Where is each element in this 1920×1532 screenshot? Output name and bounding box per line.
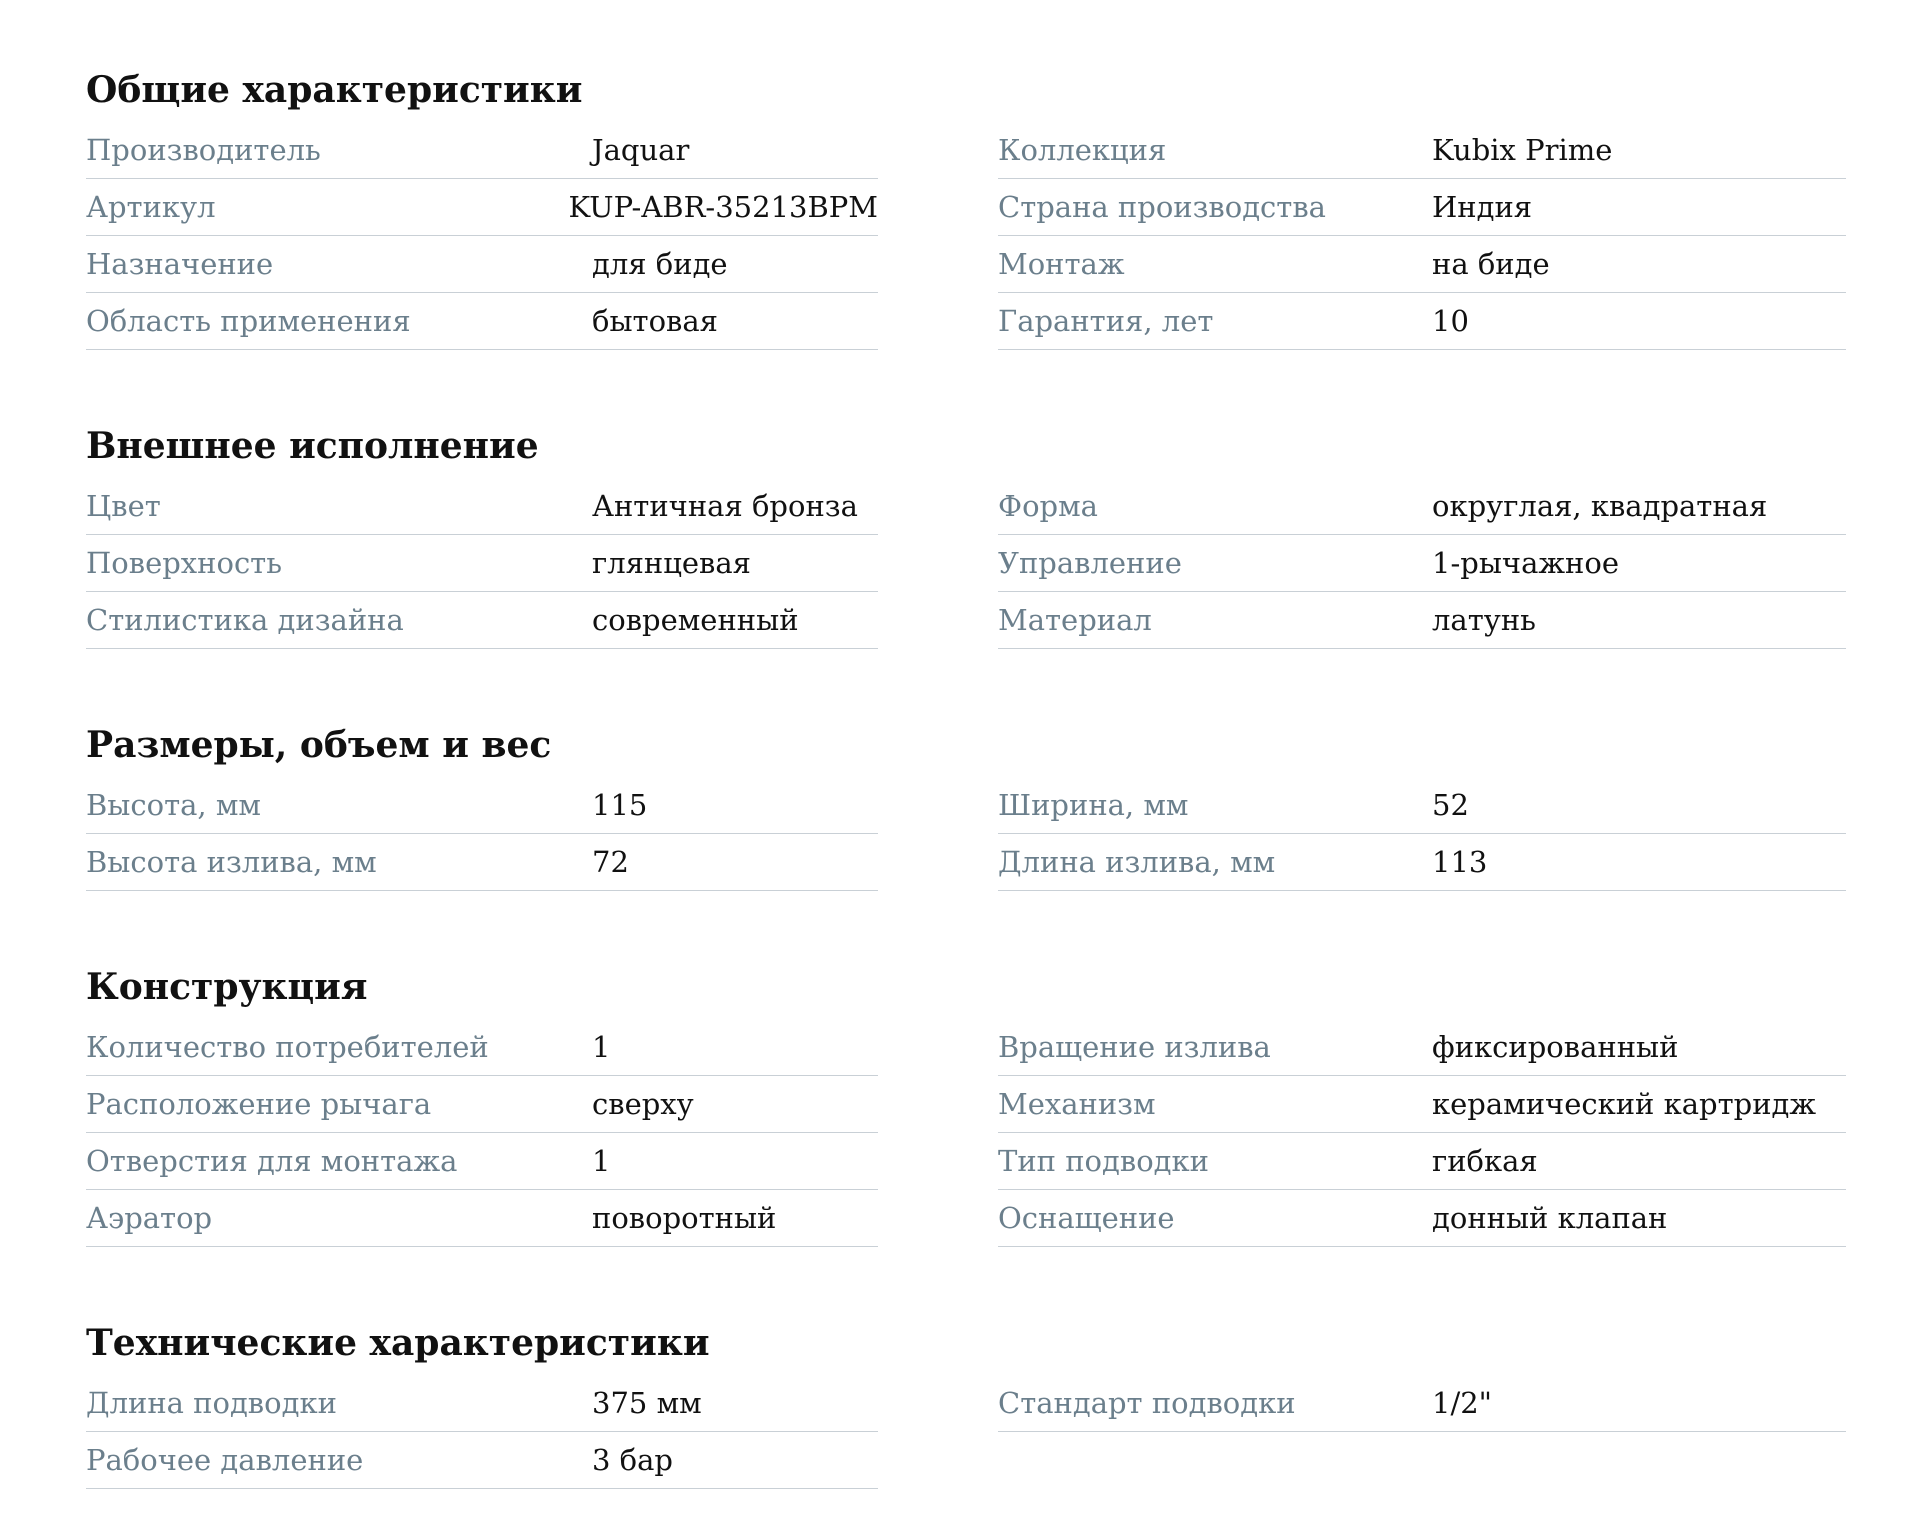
spec-column-right bbox=[998, 1375, 1846, 1489]
spec-key: Отверстия для монтажа bbox=[86, 1144, 458, 1178]
spec-key: Механизм bbox=[998, 1087, 1156, 1121]
spec-row bbox=[86, 1375, 878, 1432]
spec-key: Длина излива, мм bbox=[998, 845, 1276, 879]
spec-key: Длина подводки bbox=[86, 1386, 337, 1420]
section-title: Конструкция bbox=[86, 966, 368, 1008]
section-title: Технические характеристики bbox=[86, 1322, 710, 1364]
section-title: Внешнее исполнение bbox=[86, 425, 539, 467]
spec-key: Материал bbox=[998, 603, 1152, 637]
spec-row bbox=[86, 1190, 878, 1247]
spec-value: 1 bbox=[592, 1030, 611, 1064]
spec-row bbox=[86, 535, 878, 592]
section-dimensions bbox=[86, 717, 1846, 891]
spec-row bbox=[86, 1076, 878, 1133]
spec-columns bbox=[86, 1019, 1846, 1247]
spec-value: фиксированный bbox=[1432, 1030, 1679, 1064]
section-technical bbox=[86, 1315, 1846, 1489]
spec-value: Jaquar bbox=[592, 133, 690, 167]
spec-key: Гарантия, лет bbox=[998, 304, 1214, 338]
spec-key: Расположение рычага bbox=[86, 1087, 432, 1121]
spec-value: бытовая bbox=[592, 304, 718, 338]
spec-row bbox=[86, 1133, 878, 1190]
spec-column-left bbox=[86, 122, 878, 350]
section-gap bbox=[86, 350, 1846, 418]
spec-row bbox=[998, 1076, 1846, 1133]
spec-value: керамический картридж bbox=[1432, 1087, 1817, 1121]
spec-key: Стандарт подводки bbox=[998, 1386, 1296, 1420]
spec-value: округлая, квадратная bbox=[1432, 489, 1768, 523]
spec-key: Артикул bbox=[86, 190, 216, 224]
spec-value: для биде bbox=[592, 247, 728, 281]
spec-key: Форма bbox=[998, 489, 1098, 523]
spec-row bbox=[998, 293, 1846, 350]
spec-column-right bbox=[998, 777, 1846, 891]
spec-column-right bbox=[998, 1019, 1846, 1247]
spec-value: 115 bbox=[592, 788, 648, 822]
spec-column-right bbox=[998, 122, 1846, 350]
spec-key: Высота излива, мм bbox=[86, 845, 377, 879]
spec-column-left bbox=[86, 1019, 878, 1247]
spec-value: Индия bbox=[1432, 190, 1533, 224]
section-construction bbox=[86, 959, 1846, 1247]
spec-row bbox=[998, 1190, 1846, 1247]
spec-key: Вращение излива bbox=[998, 1030, 1271, 1064]
spec-value: 72 bbox=[592, 845, 629, 879]
spec-columns bbox=[86, 777, 1846, 891]
section-title: Размеры, объем и вес bbox=[86, 724, 552, 766]
spec-value: глянцевая bbox=[592, 546, 751, 580]
spec-columns bbox=[86, 478, 1846, 649]
spec-row bbox=[998, 122, 1846, 179]
spec-key: Высота, мм bbox=[86, 788, 261, 822]
spec-row bbox=[998, 777, 1846, 834]
spec-row bbox=[998, 592, 1846, 649]
spec-key: Цвет bbox=[86, 489, 161, 523]
section-appearance bbox=[86, 418, 1846, 649]
specifications-page bbox=[86, 62, 1846, 1489]
spec-row bbox=[998, 1133, 1846, 1190]
spec-columns bbox=[86, 122, 1846, 350]
section-general bbox=[86, 62, 1846, 350]
spec-row bbox=[86, 478, 878, 535]
section-title: Общие характеристики bbox=[86, 69, 583, 111]
spec-row bbox=[86, 1019, 878, 1076]
spec-value: поворотный bbox=[592, 1201, 777, 1235]
spec-key: Назначение bbox=[86, 247, 274, 281]
spec-value: латунь bbox=[1432, 603, 1536, 637]
spec-row bbox=[86, 834, 878, 891]
spec-row bbox=[86, 592, 878, 649]
spec-value: KUP-ABR-35213BPM bbox=[568, 190, 878, 224]
spec-value: Kubix Prime bbox=[1432, 133, 1613, 167]
spec-key: Ширина, мм bbox=[998, 788, 1189, 822]
spec-column-left bbox=[86, 1375, 878, 1489]
spec-key: Страна производства bbox=[998, 190, 1326, 224]
spec-key: Коллекция bbox=[998, 133, 1167, 167]
spec-key: Управление bbox=[998, 546, 1182, 580]
spec-key: Количество потребителей bbox=[86, 1030, 489, 1064]
spec-key: Производитель bbox=[86, 133, 321, 167]
spec-row bbox=[998, 1019, 1846, 1076]
spec-row bbox=[86, 777, 878, 834]
spec-key: Монтаж bbox=[998, 247, 1125, 281]
spec-row bbox=[998, 535, 1846, 592]
spec-row bbox=[998, 179, 1846, 236]
spec-column-left bbox=[86, 777, 878, 891]
spec-value: 1-рычажное bbox=[1432, 546, 1619, 580]
spec-value: 10 bbox=[1432, 304, 1469, 338]
spec-key: Рабочее давление bbox=[86, 1443, 364, 1477]
spec-key: Область применения bbox=[86, 304, 411, 338]
section-gap bbox=[86, 891, 1846, 959]
spec-value: 1/2" bbox=[1432, 1386, 1493, 1420]
spec-value: 375 мм bbox=[592, 1386, 702, 1420]
spec-row bbox=[998, 236, 1846, 293]
spec-row bbox=[86, 179, 878, 236]
spec-key: Тип подводки bbox=[998, 1144, 1209, 1178]
spec-row bbox=[998, 1375, 1846, 1432]
section-gap bbox=[86, 1247, 1846, 1315]
spec-key: Аэратор bbox=[86, 1201, 213, 1235]
spec-value: Античная бронза bbox=[592, 489, 858, 523]
spec-row bbox=[86, 122, 878, 179]
spec-value: 1 bbox=[592, 1144, 611, 1178]
spec-row bbox=[86, 293, 878, 350]
spec-value: 52 bbox=[1432, 788, 1469, 822]
spec-row bbox=[86, 1432, 878, 1489]
spec-key: Стилистика дизайна bbox=[86, 603, 404, 637]
spec-key: Оснащение bbox=[998, 1201, 1175, 1235]
spec-value: на биде bbox=[1432, 247, 1550, 281]
spec-column-left bbox=[86, 478, 878, 649]
spec-key: Поверхность bbox=[86, 546, 283, 580]
spec-value: 113 bbox=[1432, 845, 1488, 879]
spec-value: современный bbox=[592, 603, 799, 637]
spec-value: 3 бар bbox=[592, 1443, 673, 1477]
spec-value: сверху bbox=[592, 1087, 694, 1121]
section-gap bbox=[86, 649, 1846, 717]
spec-row bbox=[86, 236, 878, 293]
spec-row bbox=[998, 834, 1846, 891]
spec-column-right bbox=[998, 478, 1846, 649]
spec-row bbox=[998, 478, 1846, 535]
spec-value: гибкая bbox=[1432, 1144, 1538, 1178]
spec-value: донный клапан bbox=[1432, 1201, 1668, 1235]
spec-columns bbox=[86, 1375, 1846, 1489]
